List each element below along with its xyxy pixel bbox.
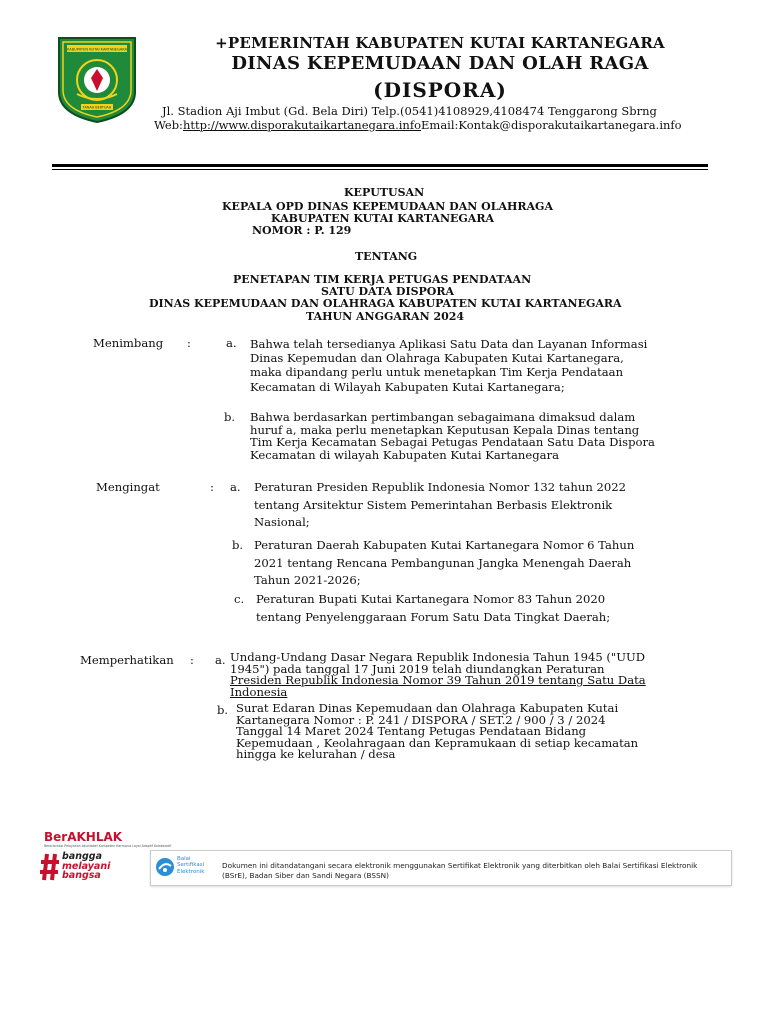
text-line: tentang Penyelenggaraan Forum Satu Data Tingkat Daerah; bbox=[256, 609, 611, 624]
berakhlak-subtitle: Berorientasi Pelayanan Akuntabel Kompeten Harmonis Loyal Adaptif Kolaboratif bbox=[44, 844, 172, 848]
letterhead-acronym: (DISPORA) bbox=[373, 78, 507, 102]
mengingat-a-text bbox=[254, 479, 682, 532]
web-label: Web: bbox=[154, 118, 183, 132]
bangga-melayani-bangsa bbox=[62, 852, 110, 881]
memperhatikan-label: Memperhatikan bbox=[80, 653, 174, 667]
hashtag-icon bbox=[40, 853, 60, 881]
text-line: huruf a, maka perlu menetapkan Keputusan Kepala Dinas tentang bbox=[250, 422, 640, 437]
regency-logo bbox=[55, 34, 139, 124]
mengingat-b-text bbox=[254, 537, 684, 590]
menimbang-a-marker: a. bbox=[226, 336, 237, 350]
decree-issuer-2: KABUPATEN KUTAI KARTANEGARA bbox=[271, 212, 495, 225]
berakhlak-logo bbox=[36, 826, 172, 882]
memperhatikan-colon: : bbox=[190, 653, 194, 667]
mengingat-c-text bbox=[256, 591, 686, 626]
text-line: Tahun 2021-2026; bbox=[254, 573, 361, 587]
decree-subject-1: PENETAPAN TIM KERJA PETUGAS PENDATAAN bbox=[233, 273, 532, 286]
bsre-name-line: Balai bbox=[177, 856, 191, 862]
letterhead-contact bbox=[154, 118, 682, 132]
menimbang-b-marker: b. bbox=[224, 410, 236, 424]
bsre-notice-line: (BSrE), Badan Siber dan Sandi Negara (BSSN) bbox=[222, 871, 389, 880]
decree-issuer-1: KEPALA OPD DINAS KEPEMUDAAN DAN OLAHRAGA bbox=[222, 200, 553, 213]
text-line: Bahwa telah tersedianya Aplikasi Satu Data dan Layanan Informasi bbox=[250, 337, 648, 351]
decree-subject-2: SATU DATA DISPORA bbox=[321, 285, 455, 298]
letterhead-rule-thick bbox=[52, 164, 708, 167]
email-label: Email: bbox=[421, 118, 459, 132]
email-address[interactable]: Kontak@disporakutaikartanegara.info bbox=[458, 118, 682, 132]
bsre-name-line: Sertifikasi bbox=[177, 862, 205, 869]
mengingat-label: Mengingat bbox=[96, 480, 160, 494]
berakhlak-text: BerAKHLAK bbox=[44, 830, 123, 844]
memperhatikan-b-text bbox=[236, 703, 684, 761]
menimbang-label: Menimbang bbox=[93, 336, 164, 350]
text-line: Presiden Republik Indonesia Nomor 39 Tahun 2019 tentang Satu Data bbox=[230, 673, 646, 687]
decree-subject-3: DINAS KEPEMUDAAN DAN OLAHRAGA KABUPATEN KUTAI KARTANEGARA bbox=[149, 297, 622, 310]
memperhatikan-b-marker: b. bbox=[217, 703, 229, 717]
text-line: Peraturan Daerah Kabupaten Kutai Kartanegara Nomor 6 Tahun bbox=[254, 538, 635, 552]
decree-title: KEPUTUSAN bbox=[344, 186, 425, 199]
text-line: Surat Edaran Dinas Kepemudaan dan Olahraga Kabupaten Kutai bbox=[236, 701, 619, 715]
bsre-notice-text bbox=[222, 861, 727, 881]
text-line: tentang Arsitektur Sistem Pemerintahan Berbasis Elektronik bbox=[254, 497, 613, 512]
bsre-logo-icon bbox=[155, 857, 175, 877]
text-line: Tim Kerja Kecamatan Sebagai Petugas Pendataan Satu Data Dispora bbox=[250, 435, 655, 450]
decree-about: TENTANG bbox=[355, 250, 418, 263]
text-line: Dinas Kepemudan dan Olahraga Kabupaten Kutai Kartanegara, bbox=[250, 351, 624, 366]
website-link[interactable]: http://www.disporakutaikartanegara.info bbox=[182, 118, 422, 132]
text-line: maka dipandang perlu untuk menetapkan Tim Kerja Pendataan bbox=[250, 365, 624, 380]
letterhead-government: +PEMERINTAH KABUPATEN KUTAI KARTANEGARA bbox=[215, 34, 665, 52]
mengingat-c-marker: c. bbox=[234, 592, 245, 606]
menimbang-b-text bbox=[250, 411, 690, 461]
mengingat-a-marker: a. bbox=[230, 480, 241, 494]
bsre-notice-line: Dokumen ini ditandatangani secara elektronik menggunakan Sertifikat Elektronik yang diterbitkan oleh Balai Sertifikasi Elektronik bbox=[222, 861, 698, 870]
text-line: hingga ke kelurahan / desa bbox=[236, 747, 396, 761]
text-line: Kecamatan di wilayah Kabupaten Kutai Kartanegara bbox=[250, 447, 560, 462]
letterhead-rule-thin bbox=[52, 169, 708, 170]
letterhead-address: Jl. Stadion Aji Imbut (Gd. Bela Diri) Telp.(0541)4108929,4108474 Tenggarong Sbrng bbox=[162, 104, 657, 118]
letterhead-agency: DINAS KEPEMUDAAN DAN OLAH RAGA bbox=[231, 53, 649, 74]
text-line: Peraturan Presiden Republik Indonesia Nomor 132 tahun 2022 bbox=[254, 480, 626, 494]
text-line: Kepemudaan , Keolahragaan dan Kepramukaan di setiap kecamatan bbox=[236, 735, 639, 750]
memperhatikan-a-text bbox=[230, 652, 686, 698]
text-line: Kartanegara Nomor : P. 241 / DISPORA / SET.2 / 900 / 3 / 2024 bbox=[236, 712, 606, 727]
text-line: Tanggal 14 Maret 2024 Tentang Petugas Pendataan Bidang bbox=[236, 724, 587, 738]
logo-motto: TANAH BERTUAH bbox=[82, 105, 112, 110]
bsre-name bbox=[177, 856, 204, 875]
text-line: 1945") pada tanggal 17 Juni 2019 telah diundangkan Peraturan bbox=[230, 661, 605, 676]
text-line: Undang-Undang Dasar Negara Republik Indonesia Tahun 1945 ("UUD bbox=[230, 650, 646, 664]
bsre-name-line: Elektronik bbox=[177, 868, 205, 875]
text-line: Kecamatan di Wilayah Kabupaten Kutai Kartanegara; bbox=[250, 379, 565, 394]
text-line: Bahwa berdasarkan pertimbangan sebagaimana dimaksud dalam bbox=[250, 410, 636, 424]
text-line: Indonesia bbox=[230, 684, 288, 699]
slogan-word: bangsa bbox=[62, 870, 101, 882]
text-line: Nasional; bbox=[254, 515, 310, 529]
decree-subject-4: TAHUN ANGGARAN 2024 bbox=[306, 310, 465, 323]
mengingat-colon: : bbox=[210, 480, 214, 494]
menimbang-a-text bbox=[250, 337, 680, 394]
text-line: 2021 tentang Rencana Pembangunan Jangka Menengah Daerah bbox=[254, 555, 632, 570]
menimbang-colon: : bbox=[187, 336, 191, 350]
decree-number: NOMOR : P. 129 bbox=[252, 224, 352, 237]
logo-text: KABUPATEN KUTAI KARTANEGARA bbox=[66, 47, 128, 52]
text-line: Peraturan Bupati Kutai Kartanegara Nomor 83 Tahun 2020 bbox=[256, 592, 606, 606]
slogan-word: bangga bbox=[62, 851, 102, 862]
memperhatikan-a-marker: a. bbox=[215, 653, 226, 667]
mengingat-b-marker: b. bbox=[232, 538, 244, 552]
slogan-word: melayani bbox=[62, 860, 111, 872]
